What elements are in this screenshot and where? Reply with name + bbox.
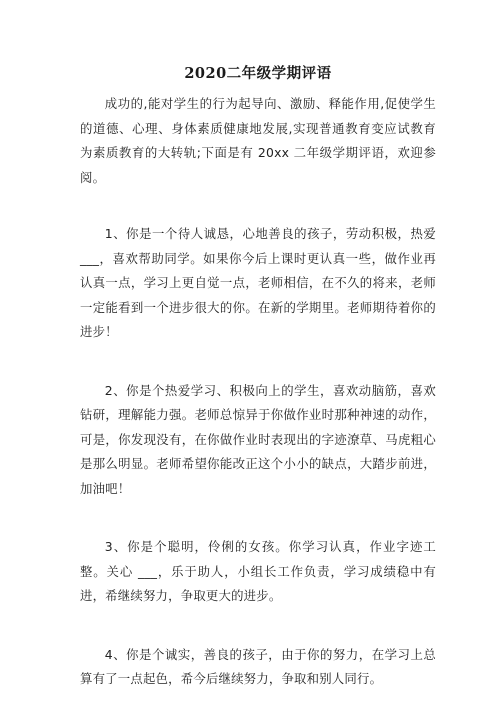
comment-paragraph-3: 3、你是个聪明，伶俐的女孩。你学习认真，作业字迹工整。关心 ___，乐于助人，小组长工作负责，学习成绩稳中有进，希继续努力，争取更大的进步。 [80, 539, 436, 603]
comment-paragraph-4: 4、你是个诚实，善良的孩子，由于你的努力，在学习上总算有了一点起色，希今后继续努力，争取和别人同行。 [80, 646, 436, 686]
comment-paragraph-1: 1、你是一个待人诚恳，心地善良的孩子，劳动积极，热爱 ___，喜欢帮助同学。如果你今后上课时更认真一些，做作业再认真一点，学习上更自觉一点，老师相信，在不久的将来，老师一定能看到一个进步很大的你。在新的学期里。老师期待着你的进步！ [80, 226, 436, 339]
comment-list [80, 222, 436, 692]
comment-paragraph-2: 2、你是个热爱学习、积极向上的学生，喜欢动脑筋，喜欢钻研，理解能力强。老师总惊异于你做作业时那种神速的动作，可是，你发现没有，在你做作业时表现出的字迹潦草、马虎粗心是那么明显。老师希望你能改正这个小小的缺点，大踏步前进，加油吧！ [80, 382, 436, 496]
intro-paragraph: 成功的,能对学生的行为起导向、激励、释能作用,促使学生的道德、心理、身体素质健康地发展,实现普通教育变应试教育为素质教育的大转轨;下面是有 20xx 二年级学期评语，欢迎参阅。 [80, 96, 436, 185]
document-title: 2020二年级学期评语 [184, 65, 332, 82]
